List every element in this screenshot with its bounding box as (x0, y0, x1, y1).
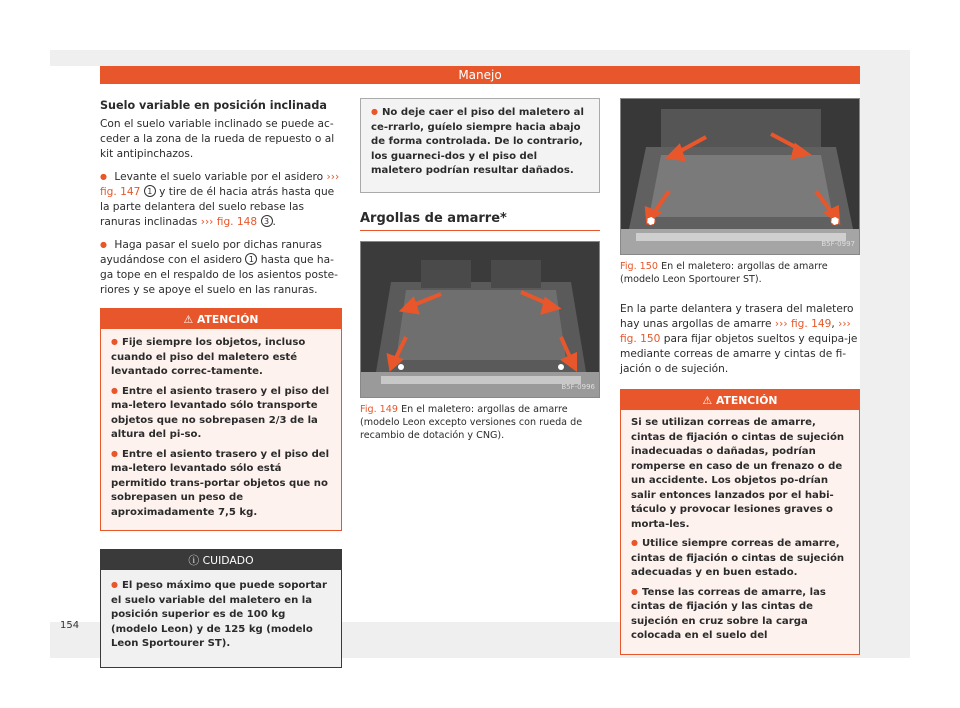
step-1 (100, 169, 342, 230)
callout-number: 3 (261, 215, 273, 227)
anchor-paragraph (620, 302, 860, 377)
warning-body (621, 410, 859, 654)
paragraph-text-a: En la parte delantera y trasera del maletero hay unas argollas de amarre (620, 303, 854, 330)
figure-id: B5F-0997 (821, 240, 855, 248)
info-circle-icon: ⓘ (188, 554, 200, 567)
figure-149-caption (360, 403, 600, 442)
warning-item: ● No deje caer el piso del maletero al ce-rrarlo, guíelo siempre hacia abajo de forma controlada. De lo contrario, los guarneci-dos y el piso del maletero podrían resultar dañados. (371, 105, 589, 179)
trunk-photo-150 (621, 99, 860, 255)
trunk-photo-149 (361, 242, 600, 398)
section-heading: Suelo variable en posición inclinada (100, 99, 327, 112)
warning-box (620, 389, 860, 655)
warning-title: ATENCIÓN (716, 394, 778, 407)
step-1-text-b: y tire de él hacia atrás hasta que la parte delantera del suelo rebase las ranuras inclinadas (100, 186, 335, 228)
step-2-text-b: hasta que ha-ga tope en el respaldo de los asientos poste-riores y se apoye el suelo en las ranuras. (100, 254, 338, 296)
column-2 (360, 98, 600, 442)
fig-148-link[interactable]: ››› fig. 148 (200, 216, 258, 228)
warning-header (621, 390, 859, 410)
column-3 (620, 98, 860, 655)
callout-number: 1 (245, 253, 257, 265)
figure-caption-text: En el maletero: argollas de amarre (modelo Leon excepto versiones con rueda de recambio de dotación y CNG). (360, 403, 583, 441)
fig-147-link[interactable]: ››› fig. 147 (100, 171, 340, 198)
caution-body (101, 570, 341, 667)
column-1 (100, 98, 342, 668)
warning-header (101, 309, 341, 329)
warning-title: ATENCIÓN (197, 313, 259, 326)
figure-label: Fig. 149 (360, 403, 398, 415)
page-header: Manejo (100, 66, 860, 84)
caution-box (100, 549, 342, 668)
step-2-text-a: Haga pasar el suelo por dichas ranuras ayudándose con el asidero (100, 239, 322, 266)
figure-id: B5F-0996 (561, 382, 595, 391)
figure-150 (620, 98, 860, 255)
warning-item: ● Tense las correas de amarre, las cintas de fijación y las cintas de sujeción en cruz sobre la carga colocada en el suelo del (631, 585, 849, 644)
figure-150-caption (620, 260, 860, 286)
caution-header (101, 550, 341, 570)
caution-item: ● El peso máximo que puede soportar el suelo variable del maletero en la posición superior es de 100 kg (modelo Leon) y de 125 kg (modelo Leon Sportourer ST). (111, 578, 331, 652)
figure-149 (360, 241, 600, 398)
warning-item: ● Entre el asiento trasero y el piso del ma-letero levantado sólo transporte objetos que no sobrepasen 2/3 de la altura del pi-so. (111, 384, 331, 443)
warning-triangle-icon: ⚠ (702, 394, 713, 407)
step-1-text-a: Levante el suelo variable por el asidero (114, 171, 324, 183)
step-1-end: . (272, 216, 276, 228)
fig-150-link[interactable]: ››› fig. 150 (620, 318, 851, 345)
fig-149-link[interactable]: ››› fig. 149 (774, 318, 832, 330)
warning-item: ● Fije siempre los objetos, incluso cuando el piso del maletero esté levantado correc-tamente. (111, 335, 331, 380)
figure-label: Fig. 150 (620, 261, 658, 272)
warning-box (100, 308, 342, 531)
continued-warning-box (360, 98, 600, 193)
warning-triangle-icon: ⚠ (183, 313, 194, 326)
paragraph-comma: , (831, 318, 835, 330)
step-2 (100, 237, 342, 298)
paragraph-text-b: para fijar objetos sueltos y equipa-je mediante correas de amarre y cintas de fi-jación o de sujeción. (620, 333, 858, 375)
caution-title: CUIDADO (202, 554, 254, 567)
intro-paragraph: Con el suelo variable inclinado se puede ac-ceder a la zona de la rueda de repuesto o al kit antipinchazos. (100, 118, 335, 160)
warning-body (101, 329, 341, 530)
page-number: 154 (60, 620, 80, 631)
warning-item: ● Entre el asiento trasero y el piso del ma-letero levantado sólo está permitido trans-portar objetos que no sobrepasen un peso de aproximadamente 7,5 kg. (111, 447, 331, 521)
section-title: Argollas de amarre* (360, 211, 600, 231)
figure-caption-text: En el maletero: argollas de amarre (modelo Leon Sportourer ST). (620, 261, 828, 285)
warning-text: Si se utilizan correas de amarre, cintas de fijación o cintas de sujeción inadecuadas o dañadas, podrían romperse en caso de un frenazo o de un accidente. Los objetos po-drían salir entonces lanzados por el habi-táculo y provocar lesiones graves o morta-les. (631, 417, 845, 530)
callout-number: 1 (144, 185, 156, 197)
warning-item: ● Utilice siempre correas de amarre, cintas de fijación o cintas de sujeción adecuadas y en buen estado. (631, 536, 849, 581)
